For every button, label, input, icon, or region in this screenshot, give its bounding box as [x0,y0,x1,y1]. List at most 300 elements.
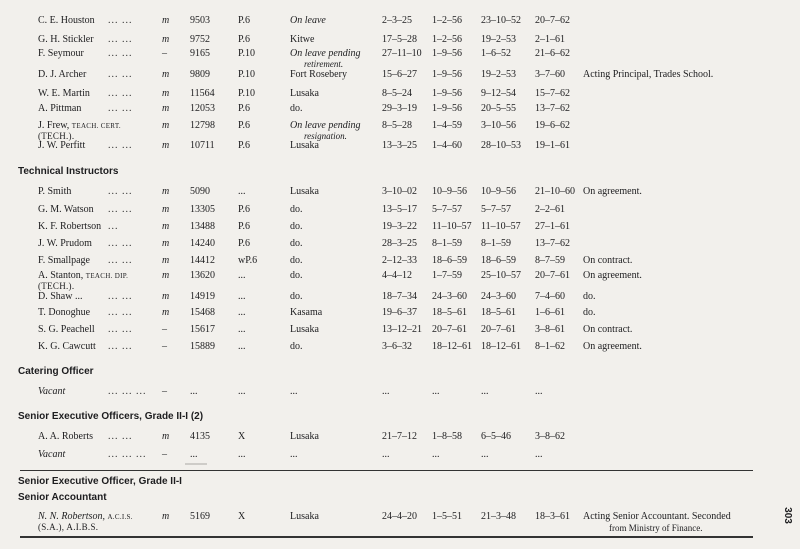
station-text: Fort Rosebery [290,69,347,80]
leader-dots: ... ... [108,291,133,302]
salary-scale: ... [238,186,246,197]
file-number: 11564 [190,88,215,99]
file-number: 10711 [190,140,215,151]
register-row [0,140,770,158]
date-leave-due: 7–4–60 [535,291,565,302]
date-of-appointment: 1–9–56 [432,88,462,99]
date-first-appointment: 6–5–46 [481,431,511,442]
date-leave-due: 1–6–61 [535,307,565,318]
officer-name [38,48,84,60]
date-of-appointment: ... [432,386,440,397]
date-leave-due: 3–7–60 [535,69,565,80]
officer-name-text: K. G. Cawcutt [38,341,96,352]
station [290,48,361,69]
station-text: ... [290,449,298,460]
marital-status: – [162,386,167,397]
station-text: Lusaka [290,186,319,197]
date-of-birth: 21–7–12 [382,431,417,442]
section-heading-senior-accountant: Senior Accountant [18,492,107,503]
date-of-birth: 18–7–34 [382,291,417,302]
date-first-appointment: 20–5–55 [481,103,516,114]
file-number: 15889 [190,341,215,352]
leader-dots: ... ... [108,307,133,318]
date-leave-due: 2–2–61 [535,204,565,215]
officer-name-text: Vacant [38,386,66,397]
date-of-appointment: 1–2–56 [432,34,462,45]
date-first-appointment: 20–7–61 [481,324,516,335]
leader-dots: ... ... ... [108,386,147,397]
remarks-text: On contract. [583,324,633,335]
marital-status: m [162,307,170,318]
date-of-birth: 8–5–24 [382,88,412,99]
section-heading-senior-executive-officers: Senior Executive Officers, Grade II-I (2) [18,411,204,422]
file-number: 13305 [190,204,215,215]
station-text: Kasama [290,307,323,318]
officer-name-text: S. G. Peachell [38,324,95,335]
date-first-appointment: 24–3–60 [481,291,516,302]
qualification-line2: (TECH.). [38,131,75,141]
ink-blot [185,463,207,465]
leader-dots: ... ... [108,204,133,215]
date-first-appointment: 25–10–57 [481,270,521,281]
officer-name [38,449,65,461]
file-number: 9503 [190,15,210,26]
station [290,88,319,100]
station [290,204,303,216]
leader-dots: ... ... [108,324,133,335]
remarks-text: Acting Senior Accountant. Seconded [583,511,731,522]
date-leave-due: 3–8–62 [535,431,565,442]
date-of-appointment: 1–9–56 [432,103,462,114]
page-bottom-rule [20,536,753,538]
marital-status: – [162,341,167,352]
remarks [583,324,632,336]
date-of-appointment: 24–3–60 [432,291,467,302]
date-of-birth: 13–3–25 [382,140,417,151]
officer-name-text: W. E. Martin [38,88,90,99]
marital-status: m [162,69,170,80]
station [290,341,303,353]
officer-name [38,221,101,233]
remarks-text: On contract. [583,255,633,266]
officer-name-text: T. Donoghue [38,307,91,318]
date-first-appointment: 28–10–53 [481,140,521,151]
officer-name-text: D. Shaw ... [38,291,83,302]
station-text: Lusaka [290,324,319,335]
leader-dots: ... ... [108,238,133,249]
salary-scale: P.6 [238,238,250,249]
marital-status: m [162,186,170,197]
date-of-birth: 13–5–17 [382,204,417,215]
marital-status: m [162,140,170,151]
station [290,324,319,336]
date-leave-due: 3–8–61 [535,324,565,335]
date-leave-due: 21–6–62 [535,48,570,59]
file-number: 4135 [190,431,210,442]
date-of-appointment: 8–1–59 [432,238,462,249]
marital-status: m [162,88,170,99]
leader-dots: ... ... [108,88,133,99]
register-row [0,386,770,404]
officer-name [38,204,94,216]
station-text: do. [290,255,303,266]
register-row [0,431,770,449]
date-leave-due: ... [535,449,543,460]
remarks-text: On agreement. [583,186,642,197]
salary-scale: ... [238,270,246,281]
officer-name [38,120,121,141]
marital-status: – [162,449,167,460]
date-leave-due: 8–1–62 [535,341,565,352]
officer-name [38,324,95,336]
station [290,255,303,267]
officer-name [38,34,94,46]
date-of-birth: 13–12–21 [382,324,422,335]
salary-scale: ... [238,324,246,335]
officer-name-text: J. W. Perfitt [38,140,86,151]
date-of-appointment: 1–7–59 [432,270,462,281]
officer-name [38,255,90,267]
file-number: 14240 [190,238,215,249]
date-leave-due: 19–6–62 [535,120,570,131]
date-of-appointment: 1–9–56 [432,48,462,59]
officer-name-text: A. A. Roberts [38,431,93,442]
station [290,69,347,81]
date-first-appointment: ... [481,386,489,397]
marital-status: m [162,15,170,26]
marital-status: m [162,431,170,442]
file-number: 15468 [190,307,215,318]
marital-status: m [162,270,170,281]
date-leave-due: 27–1–61 [535,221,570,232]
station-text: Lusaka [290,431,319,442]
register-row [0,48,770,69]
qualification: A.C.I.S. [107,513,133,521]
leader-dots: ... ... [108,15,133,26]
date-first-appointment: 3–10–56 [481,120,516,131]
date-of-appointment: 18–5–61 [432,307,467,318]
remarks-text: Acting Principal, Trades School. [583,69,714,80]
station-text: do. [290,270,303,281]
salary-scale: P.6 [238,15,250,26]
station-text: do. [290,291,303,302]
date-first-appointment: 1–6–52 [481,48,511,59]
register-row [0,221,770,239]
date-of-birth: 3–10–02 [382,186,417,197]
register-row [0,511,770,533]
station [290,449,298,461]
station-line2: retirement. [304,59,344,69]
salary-scale: X [238,511,246,522]
date-leave-due: 19–1–61 [535,140,570,151]
date-of-appointment: 1–4–60 [432,140,462,151]
officer-name [38,270,128,291]
marital-status: – [162,324,167,335]
remarks [583,291,596,303]
officer-name-text: F. Seymour [38,48,84,59]
marital-status: m [162,291,170,302]
marital-status: m [162,34,170,45]
leader-dots: ... ... [108,255,133,266]
date-of-birth: ... [382,449,390,460]
station-text: Lusaka [290,88,319,99]
qualification: TEACH. CERT. [71,122,121,130]
salary-scale: P.10 [238,69,255,80]
register-row [0,270,770,291]
qualification-line2: (S.A.), A.I.B.S. [38,522,99,532]
station [290,291,303,303]
marital-status: m [162,103,170,114]
station [290,431,319,443]
leader-dots: ... ... [108,341,133,352]
salary-scale: P.6 [238,140,250,151]
file-number: ... [190,386,198,397]
station-text: ... [290,386,298,397]
officer-name-text: J. Frew, [38,120,70,131]
date-leave-due: ... [535,386,543,397]
date-of-appointment: 1–8–58 [432,431,462,442]
officer-name [38,88,90,100]
date-of-birth: 27–11–10 [382,48,422,59]
date-of-birth: 3–6–32 [382,341,412,352]
date-of-birth: 8–5–28 [382,120,412,131]
file-number: 9752 [190,34,210,45]
leader-dots: ... ... [108,103,133,114]
station [290,120,361,141]
date-of-birth: ... [382,386,390,397]
remarks [583,186,642,198]
officer-name [38,341,96,353]
remarks [583,341,642,353]
salary-scale: X [238,431,246,442]
leader-dots: ... ... ... [108,449,147,460]
salary-scale: P.6 [238,103,250,114]
marital-status: m [162,511,170,522]
officer-name [38,291,82,303]
station [290,238,303,250]
officer-name [38,511,133,532]
register-row [0,15,770,33]
date-of-appointment: 18–12–61 [432,341,472,352]
marital-status: m [162,204,170,215]
officer-name [38,431,93,443]
station-text: On leave pending [290,120,361,131]
register-row [0,204,770,222]
marital-status: m [162,120,170,131]
file-number: ... [190,449,198,460]
date-first-appointment: 5–7–57 [481,204,511,215]
date-leave-due: 8–7–59 [535,255,565,266]
date-of-birth: 4–4–12 [382,270,412,281]
file-number: 13620 [190,270,215,281]
remarks [583,270,642,282]
file-number: 9165 [190,48,210,59]
date-of-appointment: 1–4–59 [432,120,462,131]
remarks-line2: from Ministry of Finance. [609,523,703,533]
station-text: do. [290,238,303,249]
station [290,186,319,198]
station-text: do. [290,103,303,114]
date-first-appointment: 9–12–54 [481,88,516,99]
remarks-text: On agreement. [583,341,642,352]
date-of-appointment: 20–7–61 [432,324,467,335]
date-leave-due: 15–7–62 [535,88,570,99]
qualification: TEACH. DIP. [85,272,129,280]
date-leave-due: 13–7–62 [535,238,570,249]
leader-dots: ... ... [108,140,133,151]
station [290,221,303,233]
date-of-birth: 28–3–25 [382,238,417,249]
date-of-appointment: 1–2–56 [432,15,462,26]
date-of-birth: 29–3–19 [382,103,417,114]
officer-name [38,69,86,81]
date-of-appointment: 18–6–59 [432,255,467,266]
officer-name-text: F. Smallpage [38,255,90,266]
file-number: 14412 [190,255,215,266]
salary-scale: ... [238,307,246,318]
date-leave-due: 2–1–61 [535,34,565,45]
file-number: 12053 [190,103,215,114]
date-of-appointment: ... [432,449,440,460]
date-of-birth: 15–6–27 [382,69,417,80]
salary-scale: ... [238,449,246,460]
station [290,386,298,398]
register-row [0,341,770,359]
date-first-appointment: 18–5–61 [481,307,516,318]
officer-name-text: Vacant [38,449,66,460]
station-text: do. [290,341,303,352]
station [290,511,319,523]
marital-status: m [162,221,170,232]
date-leave-due: 13–7–62 [535,103,570,114]
leader-dots: ... ... [108,186,133,197]
qualification-line2: (TECH.). [38,281,75,291]
officer-name-text: J. W. Prudom [38,238,92,249]
register-row [0,307,770,325]
officer-name [38,307,90,319]
date-of-appointment: 1–9–56 [432,69,462,80]
remarks [583,255,632,267]
salary-scale: ... [238,341,246,352]
officer-name-text: A. Pittman [38,103,82,114]
station-text: do. [290,204,303,215]
officer-name-text: A. Stanton, [38,270,84,281]
station-text: On leave [290,15,326,26]
marital-status: m [162,255,170,266]
officer-name [38,386,65,398]
remarks-text: do. [583,307,596,318]
salary-scale: P.6 [238,204,250,215]
date-first-appointment: 19–2–53 [481,34,516,45]
officer-name-text: K. F. Robertson [38,221,102,232]
page-number: 303 [782,507,794,524]
leader-dots: ... [108,221,119,232]
officer-name-text: G. H. Stickler [38,34,94,45]
register-row [0,449,770,467]
file-number: 5090 [190,186,210,197]
register-row [0,186,770,204]
marital-status: m [162,238,170,249]
salary-scale: wP.6 [238,255,258,266]
section-heading-catering-officer: Catering Officer [18,366,94,377]
date-first-appointment: 18–6–59 [481,255,516,266]
station [290,34,314,46]
remarks [583,69,713,81]
officer-name-text: C. E. Houston [38,15,95,26]
station [290,103,303,115]
date-first-appointment: ... [481,449,489,460]
date-first-appointment: 18–12–61 [481,341,521,352]
date-of-birth: 24–4–20 [382,511,417,522]
station-text: On leave pending [290,48,361,59]
salary-scale: P.6 [238,120,250,131]
date-first-appointment: 11–10–57 [481,221,521,232]
file-number: 14919 [190,291,215,302]
leader-dots: ... ... [108,34,133,45]
section-heading-senior-executive-officer: Senior Executive Officer, Grade II-I [18,476,182,487]
date-first-appointment: 8–1–59 [481,238,511,249]
salary-scale: ... [238,386,246,397]
salary-scale: P.10 [238,48,255,59]
remarks-text: do. [583,291,596,302]
station-text: do. [290,221,303,232]
file-number: 15617 [190,324,215,335]
officer-name [38,103,81,115]
register-row [0,103,770,121]
date-of-birth: 19–3–22 [382,221,417,232]
leader-dots: ... ... [108,431,133,442]
date-leave-due: 20–7–61 [535,270,570,281]
date-first-appointment: 23–10–52 [481,15,521,26]
salary-scale: P.6 [238,34,250,45]
officer-name [38,140,85,152]
officer-name-text: N. N. Robertson, [38,511,105,522]
section-divider [20,470,753,471]
section-heading-technical-instructors: Technical Instructors [18,166,119,177]
date-leave-due: 21–10–60 [535,186,575,197]
date-of-appointment: 11–10–57 [432,221,472,232]
date-of-birth: 2–3–25 [382,15,412,26]
remarks [583,307,596,319]
date-first-appointment: 21–3–48 [481,511,516,522]
date-of-appointment: 5–7–57 [432,204,462,215]
file-number: 5169 [190,511,210,522]
station [290,15,326,27]
salary-scale: P.10 [238,88,255,99]
salary-scale: P.6 [238,221,250,232]
station [290,270,303,282]
register-row [0,120,770,141]
date-of-birth: 2–12–33 [382,255,417,266]
officer-name-text: D. J. Archer [38,69,87,80]
leader-dots: ... ... [108,48,133,59]
officer-name-text: P. Smith [38,186,72,197]
station-text: Kitwe [290,34,315,45]
file-number: 12798 [190,120,215,131]
date-of-appointment: 1–5–51 [432,511,462,522]
date-of-appointment: 10–9–56 [432,186,467,197]
date-leave-due: 18–3–61 [535,511,570,522]
leader-dots: ... ... [108,69,133,80]
date-of-birth: 19–6–37 [382,307,417,318]
station [290,140,319,152]
station-text: Lusaka [290,511,319,522]
date-first-appointment: 10–9–56 [481,186,516,197]
officer-name-text: G. M. Watson [38,204,94,215]
officer-name [38,15,95,27]
station-line2: resignation. [304,131,347,141]
file-number: 9809 [190,69,210,80]
